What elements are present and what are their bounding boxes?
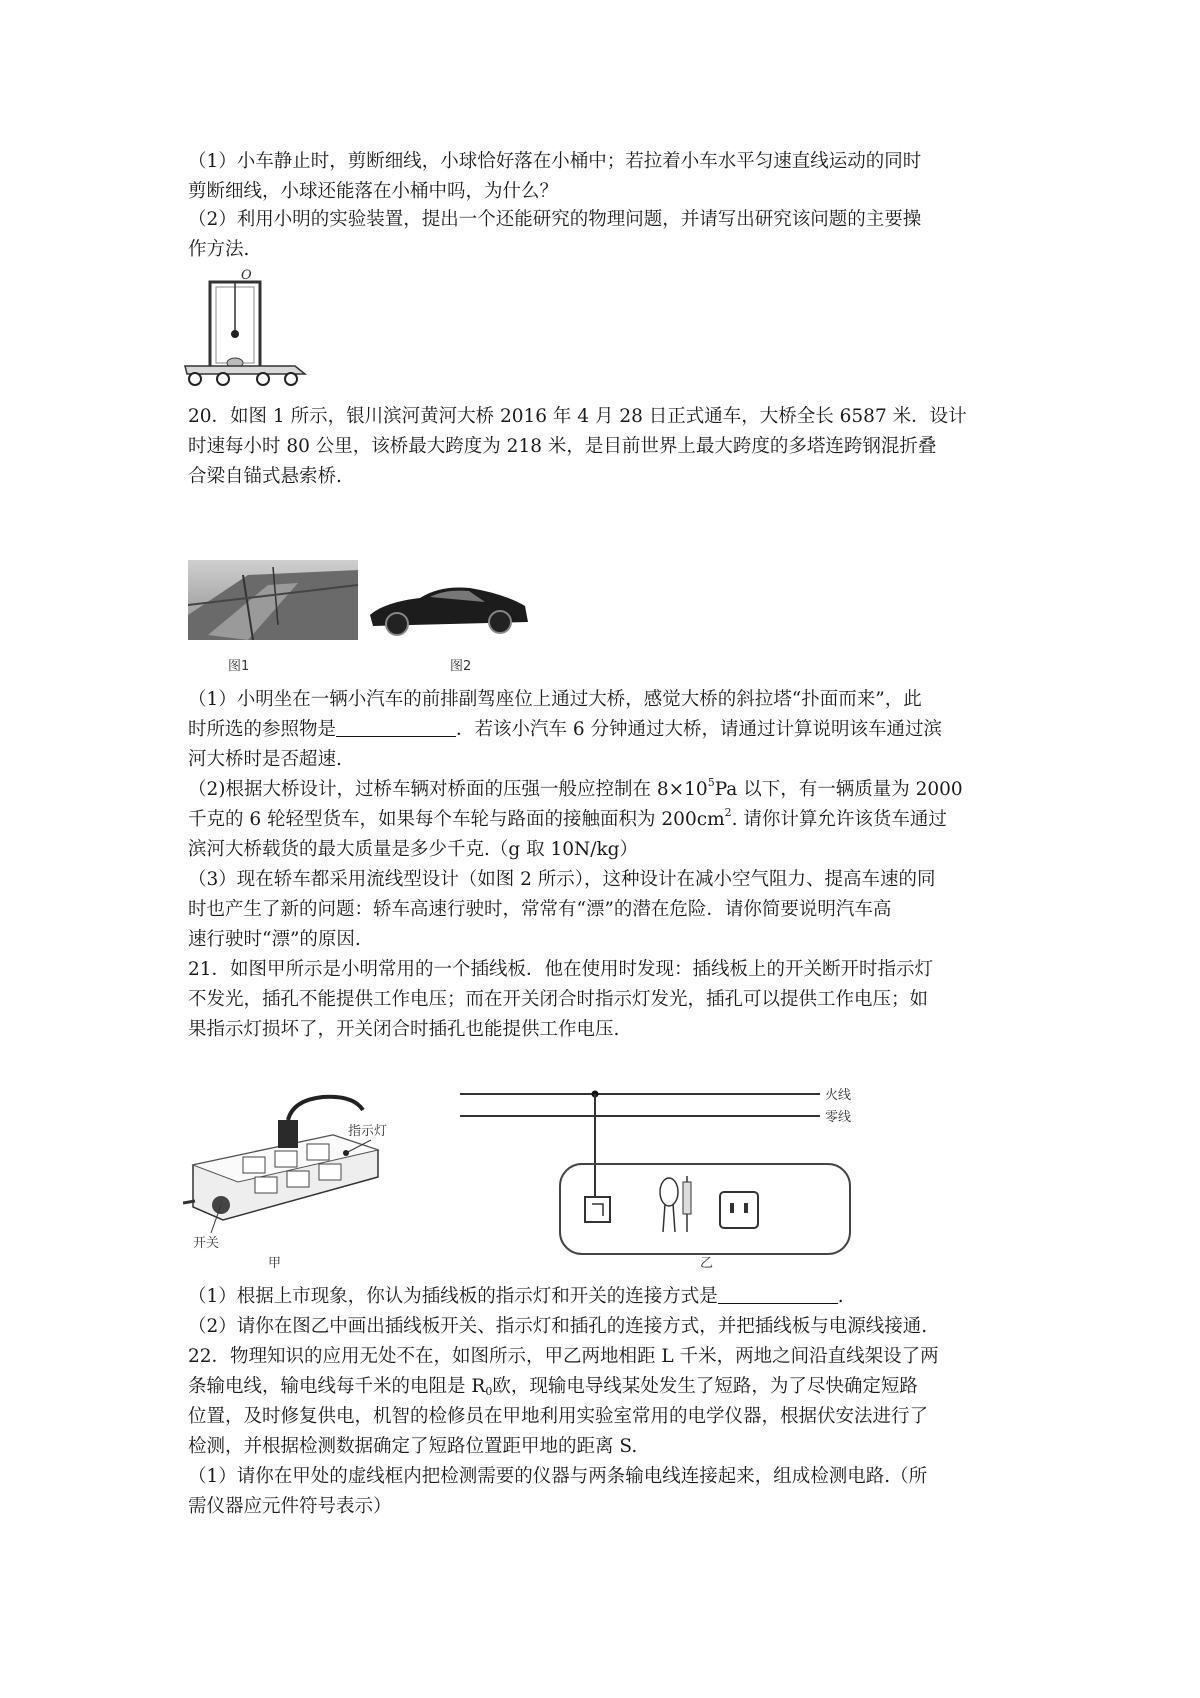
socket-symbol: [720, 1192, 758, 1228]
q21-part1: [188, 1285, 844, 1309]
q22-line2-text-a: 条输电线，输电线每千米的电阻是 R: [188, 1376, 486, 1397]
neutral-wire-label: 零线: [825, 1110, 852, 1125]
q22-line2-text-b: 欧，现输电导线某处发生了短路，为了尽快确定短路: [492, 1376, 918, 1397]
q20-part1-line1: （1）小明坐在一辆小汽车的前排副驾座位上通过大桥，感觉大桥的斜拉塔“扑面而来”，此: [188, 689, 922, 710]
subscript: 0: [485, 1385, 493, 1398]
q20-line2: 时速每小时 80 公里，该桥最大跨度为 218 米，是目前世界上最大跨度的多塔连跨钢混折叠: [188, 436, 937, 457]
car-figure-2: [365, 580, 540, 675]
wiring-diagram-figure: [455, 1082, 865, 1272]
ball: [231, 330, 239, 338]
q19-part1-line1: （1）小车静止时，剪断细线，小球恰好落在小桶中；若拉着小车水平匀速直线运动的同时: [188, 151, 922, 172]
indicator-label: 指示灯: [348, 1124, 388, 1139]
q20-part3-line1: （3）现在轿车都采用流线型设计（如图 2 所示），这种设计在减小空气阻力、提高车速的同: [188, 869, 936, 890]
pivot-label: O: [241, 268, 252, 283]
q21-line1: 21．如图甲所示是小明常用的一个插线板．他在使用时发现：插线板上的开关断开时指示灯: [188, 959, 934, 980]
figure2-caption: 图2: [450, 659, 472, 674]
indicator-bulb: [660, 1178, 678, 1206]
q20-line3: 合梁自锚式悬索桥.: [188, 466, 342, 487]
q20-part2-text-a: （2)根据大桥设计，过桥车辆对桥面的压强一般应控制在 8×10: [188, 779, 708, 800]
q20-part1-line2: [188, 718, 942, 742]
q22-line2: [188, 1375, 918, 1399]
q21-part1-period: .: [837, 1286, 844, 1307]
switch-label: 开关: [193, 1236, 220, 1251]
q21-part2: （2）请你在图乙中画出插线板开关、指示灯和插孔的连接方式，并把插线板与电源线接通.: [188, 1316, 928, 1337]
q20-part3-line3: 速行驶时“漂”的原因.: [188, 929, 361, 950]
answer-blank-reference: [336, 718, 456, 737]
q19-part2-line1: （2）利用小明的实验装置，提出一个还能研究的物理问题，并请写出研究该问题的主要操: [188, 209, 922, 230]
q21-line2: 不发光，插孔不能提供工作电压；而在开关闭合时指示灯发光，插孔可以提供工作电压；如: [188, 989, 929, 1010]
cart-pendulum-figure: [183, 262, 323, 387]
figure-jia-label: 甲: [268, 1256, 282, 1270]
q20-part1-text-b: ．若该小汽车 6 分钟通过大桥，请通过计算说明该车通过滨: [456, 719, 943, 740]
q22-part1-line2: 需仪器应元件符号表示）: [188, 1496, 392, 1517]
cart-deck: [185, 366, 305, 374]
figure-yi-label: 乙: [700, 1256, 714, 1271]
q21-part1-text: （1）根据上市现象，你认为插线板的指示灯和开关的连接方式是: [188, 1286, 718, 1307]
q20-part1-line3: 河大桥时是否超速.: [188, 749, 342, 770]
switch-symbol: [585, 1197, 610, 1222]
q20-part2-text-d: . 请你计算允许该货车通过: [731, 809, 947, 830]
q20-part2-text-c: 千克的 6 轮轻型货车，如果每个车轮与路面的接触面积为 200cm: [188, 809, 725, 830]
q22-part1-line1: （1）请你在甲处的虚线框内把检测需要的仪器与两条输电线连接起来，组成检测电路.（所: [188, 1466, 928, 1487]
q20-part2-line1: [188, 778, 963, 802]
q19-part1-line2: 剪断细线，小球还能落在小桶中吗，为什么？: [188, 181, 559, 202]
q22-line4: 检测，并根据检测数据确定了短路位置距甲地的距离 S.: [188, 1436, 638, 1457]
live-wire-label: 火线: [825, 1088, 852, 1103]
q20-part2-line3: 滨河大桥载货的最大质量是多少千克.（g 取 10N/kg）: [188, 839, 638, 860]
q20-part2-text-b: Pa 以下，有一辆质量为 2000: [714, 779, 963, 800]
q20-part3-line2: 时也产生了新的问题：轿车高速行驶时，常常有“漂”的潜在危险．请你简要说明汽车高: [188, 899, 892, 920]
power-strip-figure: [183, 1085, 393, 1270]
resistor: [683, 1182, 691, 1214]
power-cord: [288, 1097, 363, 1120]
exponent: 5: [707, 776, 715, 789]
answer-blank-connection: [718, 1285, 838, 1304]
q20-line1: 20．如图 1 所示，银川滨河黄河大桥 2016 年 4 月 28 日正式通车，大桥全长 6587 米．设计: [188, 406, 967, 427]
plug: [278, 1120, 298, 1148]
q21-line3: 果指示灯损坏了，开关闭合时插孔也能提供工作电压.: [188, 1019, 620, 1040]
q22-line1: 22．物理知识的应用无处不在，如图所示，甲乙两地相距 L 千米，两地之间沿直线架设了两: [188, 1346, 939, 1367]
unit-exponent: 2: [724, 806, 732, 819]
q20-part2-line2: [188, 808, 947, 832]
q20-part1-text-a: 时所选的参照物是: [188, 719, 337, 740]
figure1-caption: 图1: [228, 659, 250, 674]
q22-line3: 位置，及时修复供电，机智的检修员在甲地利用实验室常用的电学仪器，根据伏安法进行了: [188, 1406, 929, 1427]
q19-part2-line2: 作方法.: [188, 239, 250, 260]
bridge-photo-figure-1: [188, 535, 363, 675]
